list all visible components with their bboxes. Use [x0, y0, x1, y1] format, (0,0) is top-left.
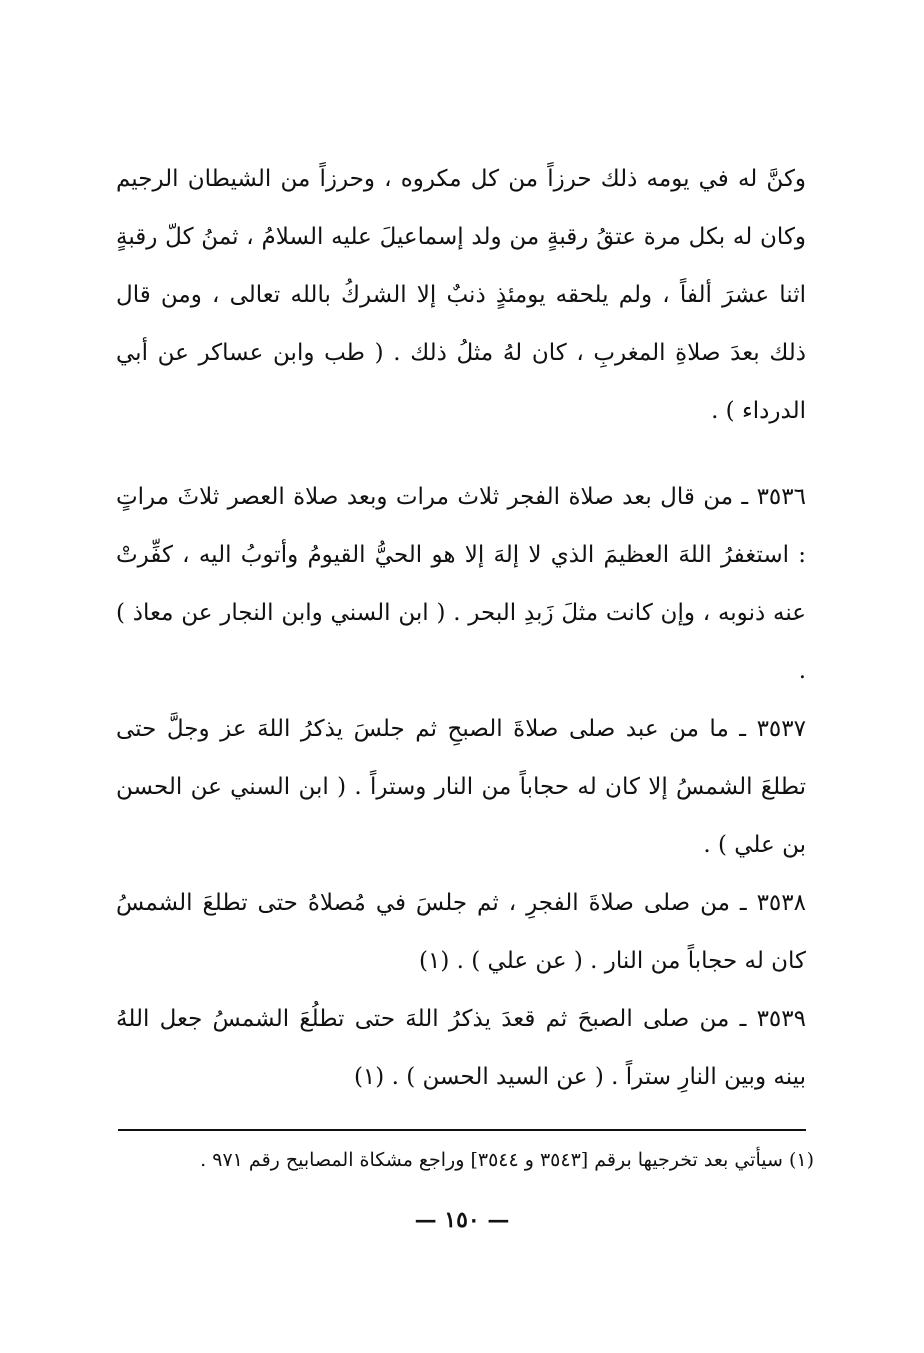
hadith-3536 — [116, 468, 806, 700]
hadith-text: ما من عبد صلى صلاةَ الصبحِ ثم جلسَ يذكرُ اللهَ عز وجلَّ حتى تطلعَ الشمسُ إلا كان له حجاباً من النار وستراً . ( ابن السني عن الحسن بن علي ) . — [116, 716, 806, 858]
intro-paragraph: وكنَّ له في يومه ذلك حرزاً من كل مكروه ، وحرزاً من الشيطان الرجيم وكان له بكل مرة عتقُ رقبةٍ من ولد إسماعيلَ عليه السلامُ ، ثمنُ كلّ رقبةٍ اثنا عشرَ ألفاً ، ولم يلحقه يومئذٍ ذنبٌ إلا الشركُ بالله تعالى ، ومن قال ذلك بعدَ صلاةِ المغربِ ، كان لهُ مثلُ ذلك . ( طب وابن عساكر عن أبي الدرداء ) . — [116, 166, 806, 424]
hadith-text: من صلى صلاةَ الفجرِ ، ثم جلسَ في مُصلاهُ حتى تطلعَ الشمسُ كان له حجاباً من النار . ( عن علي ) . (١) — [116, 890, 806, 974]
hadith-separator: ـ — [728, 716, 757, 742]
hadith-separator: ـ — [729, 1006, 757, 1032]
hadith-separator: ـ — [733, 484, 757, 510]
hadith-3538 — [116, 874, 806, 990]
hadith-number: ٣٥٣٦ — [756, 484, 806, 510]
hadith-number: ٣٥٣٨ — [756, 890, 806, 916]
hadith-3537 — [116, 700, 806, 874]
footnote: (١) سيأتي بعد تخرجيها برقم [٣٥٤٣ و ٣٥٤٤] وراجع مشكاة المصابيح رقم ٩٧١ . — [200, 1149, 814, 1171]
hadith-number: ٣٥٣٩ — [756, 1006, 806, 1032]
hadith-text: من قال بعد صلاة الفجر ثلاث مرات وبعد صلاة العصر ثلاثَ مراتٍ : استغفرُ اللهَ العظيمَ الذي لا إلهَ إلا هو الحيُّ القيومُ وأتوبُ اليه ، كفِّرتْ عنه ذنوبه ، وإن كانت مثلَ زَبدِ البحر . ( ابن السني وابن النجار عن معاذ ) . — [116, 484, 806, 684]
hadith-text: من صلى الصبحَ ثم قعدَ يذكرُ اللهَ حتى تطلُعَ الشمسُ جعل اللهُ بينه وبين النارِ ستراً . ( عن السيد الحسن ) . (١) — [116, 1006, 806, 1090]
hadith-number: ٣٥٣٧ — [756, 716, 806, 742]
page-number: — ١٥٠ — — [414, 1207, 510, 1233]
hadith-3539 — [116, 990, 806, 1106]
hadith-separator: ـ — [729, 890, 757, 916]
footnote-divider — [118, 1129, 806, 1131]
